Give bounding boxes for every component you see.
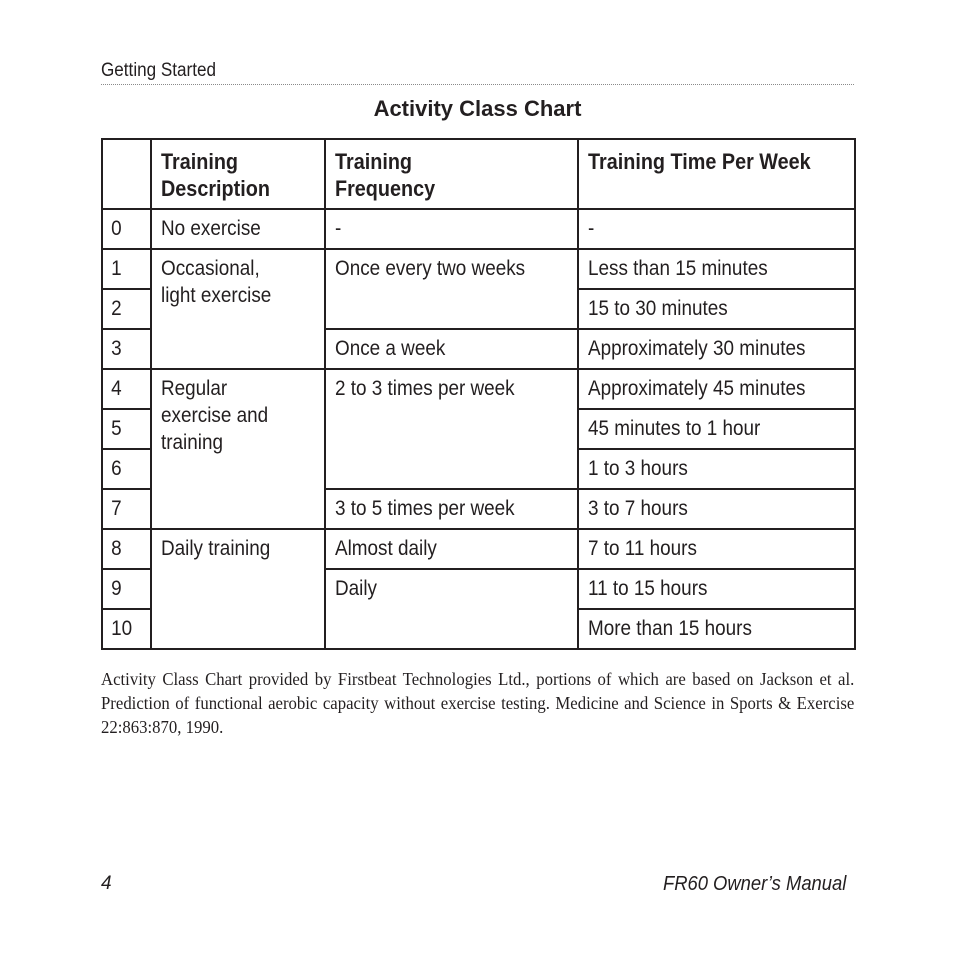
time-cell: More than 15 hours (578, 609, 855, 649)
time-cell: Less than 15 minutes (578, 249, 855, 289)
table-row (102, 209, 855, 249)
class-cell: 0 (102, 209, 151, 249)
header-class (102, 139, 151, 209)
header-training-time: Training Time Per Week (578, 139, 855, 209)
class-cell: 2 (102, 289, 151, 329)
time-cell: 11 to 15 hours (578, 569, 855, 609)
class-cell: 3 (102, 329, 151, 369)
time-cell: - (578, 209, 855, 249)
class-cell: 5 (102, 409, 151, 449)
class-cell: 6 (102, 449, 151, 489)
class-cell: 10 (102, 609, 151, 649)
class-cell: 7 (102, 489, 151, 529)
manual-title: FR60 Owner’s Manual (662, 873, 846, 895)
frequency-cell: 3 to 5 times per week (325, 489, 578, 529)
frequency-cell: Once every two weeks (325, 249, 578, 329)
time-cell: 15 to 30 minutes (578, 289, 855, 329)
description-cell: Daily training (151, 529, 325, 649)
table-header-row (102, 139, 855, 209)
frequency-cell: Once a week (325, 329, 578, 369)
header-training-description: Training Description (151, 139, 325, 209)
section-header: Getting Started (101, 60, 217, 81)
frequency-cell: 2 to 3 times per week (325, 369, 578, 489)
class-cell: 4 (102, 369, 151, 409)
header-divider (101, 84, 854, 85)
table-row (102, 529, 855, 569)
time-cell: 3 to 7 hours (578, 489, 855, 529)
table-row (102, 369, 855, 409)
time-cell: Approximately 45 minutes (578, 369, 855, 409)
table-row (102, 249, 855, 289)
class-cell: 8 (102, 529, 151, 569)
activity-class-table (101, 138, 856, 650)
description-cell: Regular exercise and training (151, 369, 325, 529)
page-number: 4 (101, 873, 112, 894)
time-cell: 45 minutes to 1 hour (578, 409, 855, 449)
time-cell: 1 to 3 hours (578, 449, 855, 489)
frequency-cell: Almost daily (325, 529, 578, 569)
time-cell: Approximately 30 minutes (578, 329, 855, 369)
description-cell: Occasional, light exercise (151, 249, 325, 369)
frequency-cell: - (325, 209, 578, 249)
footnote: Activity Class Chart provided by Firstbeat Technologies Ltd., portions of which are based on Jackson et al. Prediction of functional aerobic capacity without exercise testing. Medicine and Science in Sports & Exercise 22:863:870, 1990. (101, 669, 855, 737)
class-cell: 1 (102, 249, 151, 289)
table-title: Activity Class Chart (373, 96, 582, 121)
header-training-frequency: Training Frequency (325, 139, 578, 209)
description-cell: No exercise (151, 209, 325, 249)
frequency-cell: Daily (325, 569, 578, 649)
class-cell: 9 (102, 569, 151, 609)
time-cell: 7 to 11 hours (578, 529, 855, 569)
